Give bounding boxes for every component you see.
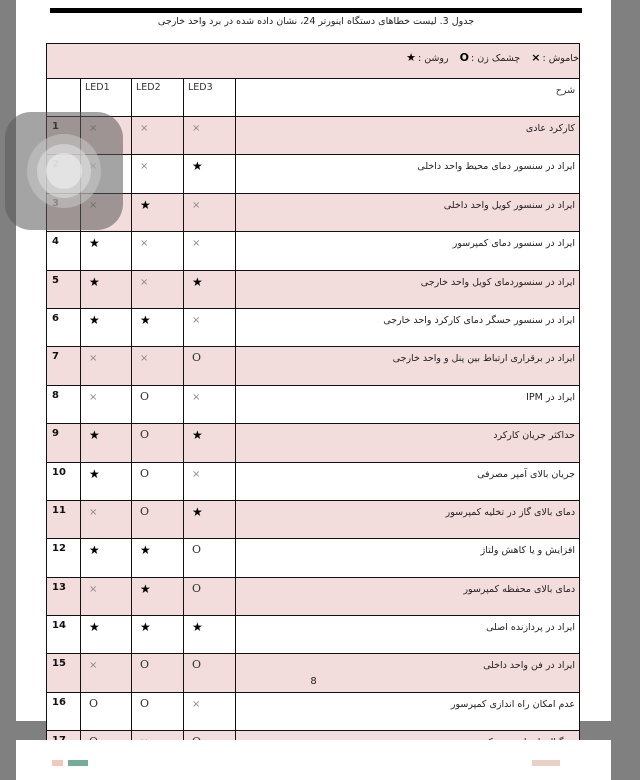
led2-cell [132, 270, 184, 308]
led2-cell [132, 117, 184, 155]
row-number: 6 [47, 308, 81, 346]
led2-cell [132, 539, 184, 577]
led3-cell [184, 308, 236, 346]
legend-cell [47, 44, 580, 79]
led2-cell [132, 462, 184, 500]
row-description: ایراد در پردازنده اصلی [236, 616, 580, 654]
row-number: 12 [47, 539, 81, 577]
led-status-symbol: × [89, 506, 98, 518]
table-row [47, 539, 580, 577]
row-description: ایراد در IPM [236, 385, 580, 423]
legend-on-symbol: ★ [406, 51, 416, 64]
document-page [16, 0, 611, 721]
legend-blink-label: چشمک زن [477, 53, 521, 64]
next-document-page [16, 740, 611, 780]
led-status-symbol: O [140, 466, 150, 480]
table-row [47, 347, 580, 385]
led-status-symbol: ★ [140, 197, 151, 212]
led-status-symbol: ★ [192, 159, 203, 174]
led-status-symbol: × [89, 353, 98, 365]
assistive-touch-ring-inner [46, 153, 82, 189]
row-description: ایراد در سنسور دمای کمپرسور [236, 232, 580, 270]
row-number: 11 [47, 500, 81, 538]
led3-cell [184, 539, 236, 577]
led2-cell [132, 232, 184, 270]
led-status-symbol: × [140, 123, 149, 134]
led-status-symbol: × [192, 468, 201, 480]
led-status-symbol: ★ [192, 504, 203, 519]
row-description: دمای بالای محفظه کمپرسور [236, 577, 580, 615]
table-row [47, 193, 580, 231]
led1-cell [81, 270, 132, 308]
led2-cell [132, 193, 184, 231]
led-status-symbol: ★ [140, 620, 151, 635]
led-status-symbol: O [140, 389, 150, 403]
row-description: کارکرد عادی [236, 117, 580, 155]
table-row [47, 577, 580, 615]
row-number: 14 [47, 616, 81, 654]
led-status-symbol: ★ [89, 428, 100, 443]
led-status-symbol: × [192, 391, 201, 403]
next-page-logo-right [532, 760, 560, 766]
led3-cell [184, 117, 236, 155]
table-row [47, 385, 580, 423]
led2-cell [132, 500, 184, 538]
led3-cell [184, 155, 236, 193]
header-led1: LED1 [81, 79, 132, 117]
led-status-symbol: O [192, 658, 202, 672]
led3-cell [184, 577, 236, 615]
row-description: عدم امکان راه اندازی کمپرسور [236, 692, 580, 730]
page-number: 8 [310, 676, 317, 687]
table-row [47, 117, 580, 155]
led-status-symbol: × [192, 199, 201, 211]
led2-cell [132, 692, 184, 730]
led-status-symbol: ★ [192, 274, 203, 289]
led3-cell [184, 424, 236, 462]
led2-cell [132, 155, 184, 193]
led-status-symbol: O [89, 696, 99, 710]
led1-cell [81, 424, 132, 462]
row-description: حداکثر جریان کارکرد [236, 424, 580, 462]
led-status-symbol: × [192, 123, 201, 134]
led-status-symbol: × [192, 698, 201, 710]
error-code-table [46, 43, 580, 770]
legend-off-symbol: × [531, 51, 541, 64]
row-number: 15 [47, 654, 81, 692]
header-num [47, 79, 81, 117]
led3-cell [184, 347, 236, 385]
next-page-logo-left [52, 760, 88, 766]
table-row [47, 424, 580, 462]
led-status-symbol: ★ [89, 236, 100, 251]
led-status-symbol: ★ [89, 620, 100, 635]
led-status-symbol: ★ [140, 312, 151, 327]
row-description: جریان بالای آمپر مصرفی [236, 462, 580, 500]
led2-cell [132, 577, 184, 615]
row-description: ایراد در سنسور کویل واحد داخلی [236, 193, 580, 231]
led1-cell [81, 539, 132, 577]
table-row [47, 270, 580, 308]
led-status-symbol: O [192, 351, 202, 365]
row-number: 10 [47, 462, 81, 500]
led-status-symbol: ★ [89, 466, 100, 481]
led3-cell [184, 500, 236, 538]
row-description: افزایش و یا کاهش ولتاژ [236, 539, 580, 577]
row-description: ایراد در فن واحد داخلی [236, 654, 580, 692]
legend: خاموش :× چشمک زن :O روشن :★ [406, 51, 580, 64]
row-description: ایراد در سنسور دمای محیط واحد داخلی [236, 155, 580, 193]
led-status-symbol: ★ [89, 312, 100, 327]
row-number: 7 [47, 347, 81, 385]
led2-cell [132, 347, 184, 385]
led-status-symbol: ★ [140, 581, 151, 596]
row-number: 5 [47, 270, 81, 308]
table-row [47, 155, 580, 193]
led-status-symbol: ★ [89, 543, 100, 558]
led-status-symbol: × [140, 161, 149, 173]
led-status-symbol: × [89, 391, 98, 403]
led-status-symbol: O [192, 543, 202, 557]
led-status-symbol: ★ [192, 620, 203, 635]
led1-cell [81, 232, 132, 270]
table-row [47, 462, 580, 500]
header-rule [50, 8, 582, 13]
row-number: 9 [47, 424, 81, 462]
led1-cell [81, 692, 132, 730]
led1-cell [81, 347, 132, 385]
led-status-symbol: O [140, 696, 150, 710]
led-status-symbol: × [192, 314, 201, 326]
led2-cell [132, 424, 184, 462]
legend-off-label: خاموش [548, 53, 580, 64]
led-status-symbol: × [140, 353, 149, 365]
row-number: 16 [47, 692, 81, 730]
row-description: ایراد در سنسور حسگر دمای کارکرد واحد خارجی [236, 308, 580, 346]
led3-cell [184, 232, 236, 270]
led-status-symbol: O [140, 658, 150, 672]
led1-cell [81, 385, 132, 423]
led-status-symbol: × [140, 238, 149, 250]
led-status-symbol: O [140, 504, 150, 518]
led3-cell [184, 193, 236, 231]
led3-cell [184, 270, 236, 308]
table-row [47, 616, 580, 654]
legend-row [47, 44, 580, 79]
row-description: ایراد در برقراری ارتباط بین پنل و واحد خارجی [236, 347, 580, 385]
led3-cell [184, 462, 236, 500]
row-description: ایراد در سنسوردمای کویل واحد خارجی [236, 270, 580, 308]
led2-cell [132, 616, 184, 654]
led-status-symbol: O [140, 428, 150, 442]
table-header-row [47, 79, 580, 117]
row-number: 13 [47, 577, 81, 615]
table-row [47, 692, 580, 730]
legend-blink-symbol: O [459, 51, 469, 64]
row-description: دمای بالای گاز در تخلیه کمپرسور [236, 500, 580, 538]
header-led2: LED2 [132, 79, 184, 117]
legend-on-label: روشن [424, 53, 449, 64]
led-status-symbol: × [140, 276, 149, 288]
row-number: 8 [47, 385, 81, 423]
led1-cell [81, 462, 132, 500]
header-led3: LED3 [184, 79, 236, 117]
led3-cell [184, 692, 236, 730]
led3-cell [184, 385, 236, 423]
row-number: 4 [47, 232, 81, 270]
led-status-symbol: × [89, 583, 98, 595]
led1-cell [81, 308, 132, 346]
table-row [47, 308, 580, 346]
led-status-symbol: ★ [140, 543, 151, 558]
led1-cell [81, 577, 132, 615]
led1-cell [81, 500, 132, 538]
led2-cell [132, 385, 184, 423]
header-description: شرح [236, 79, 580, 117]
led-status-symbol: O [192, 581, 202, 595]
led-status-symbol: ★ [89, 274, 100, 289]
led-status-symbol: ★ [192, 428, 203, 443]
assistive-touch-icon[interactable] [5, 112, 123, 230]
led-status-symbol: × [89, 660, 98, 672]
table-row [47, 232, 580, 270]
led3-cell [184, 616, 236, 654]
led1-cell [81, 616, 132, 654]
table-row [47, 500, 580, 538]
led-status-symbol: × [192, 238, 201, 250]
table-caption: جدول 3. لیست خطاهای دستگاه اینورتر 24، نشان داده شده در برد واحد خارجی [157, 16, 475, 27]
led2-cell [132, 308, 184, 346]
